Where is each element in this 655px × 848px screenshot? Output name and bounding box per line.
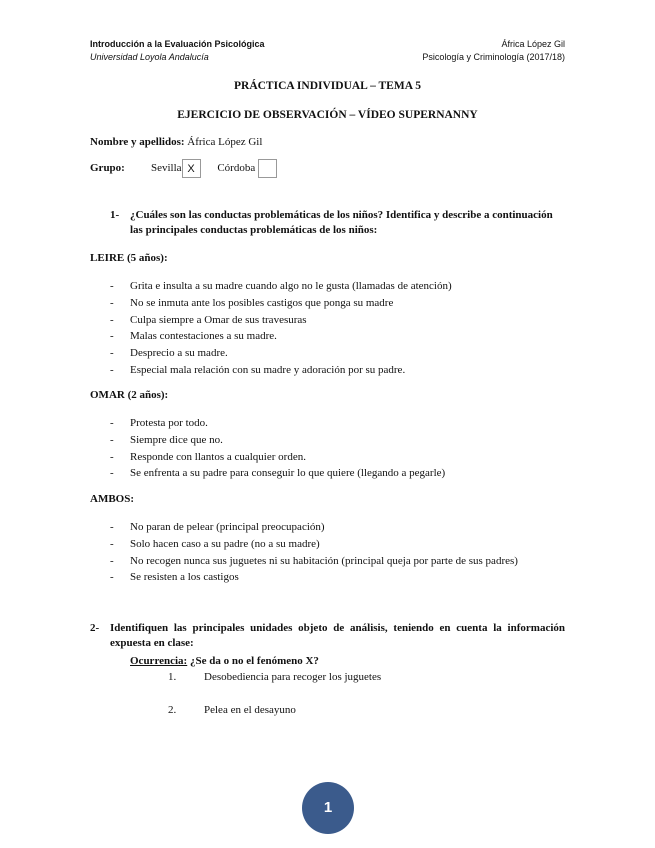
cordoba-checkbox[interactable] xyxy=(258,159,277,178)
group-line xyxy=(90,159,277,178)
name-label: Nombre y apellidos: xyxy=(90,136,185,148)
question-1-text: ¿Cuáles son las conductas problemáticas de los niños? Identifica y describe a continuación las principales conductas problemáticas de los niños: xyxy=(130,209,553,236)
group-option-cordoba: Córdoba xyxy=(217,162,256,175)
ambos-heading: AMBOS: xyxy=(90,493,134,505)
course-title: Introducción a la Evaluación Psicológica xyxy=(90,39,265,49)
group-label: Grupo: xyxy=(90,162,125,175)
author-name: África López Gil xyxy=(501,39,565,49)
page-number-badge: 1 xyxy=(302,782,354,834)
page-title: PRÁCTICA INDIVIDUAL – TEMA 5 xyxy=(233,80,421,92)
list-item: - Solo hacen caso a su padre (no a su madre) xyxy=(110,537,320,550)
occurrence-item: 1. Desobediencia para recoger los juguetes xyxy=(168,671,382,683)
occurrence-item: 2. Pelea en el desayuno xyxy=(168,704,296,716)
list-item: - Desprecio a su madre. xyxy=(110,347,228,360)
occurrence-text: ¿Se da o no el fenómeno X? xyxy=(189,655,319,667)
header-right xyxy=(422,38,565,64)
university-name: Universidad Loyola Andalucía xyxy=(90,52,209,62)
omar-heading: OMAR (2 años): xyxy=(90,389,169,401)
group-option-sevilla: Sevilla xyxy=(151,162,182,175)
list-item: - Se resisten a los castigos xyxy=(110,571,239,584)
list-item: - Culpa siempre a Omar de sus travesuras xyxy=(110,313,307,326)
sevilla-checkbox[interactable]: X xyxy=(182,159,201,178)
leire-heading: LEIRE (5 años): xyxy=(90,252,168,264)
page-subtitle: EJERCICIO DE OBSERVACIÓN – VÍDEO SUPERNANNY xyxy=(177,109,478,121)
list-item: - Malas contestaciones a su madre. xyxy=(110,330,277,343)
list-item: - Especial mala relación con su madre y adoración por su padre. xyxy=(110,363,406,376)
question-2-text: Identifiquen las principales unidades objeto de análisis, teniendo en cuenta la información expuesta en clase: xyxy=(110,622,565,649)
list-item: - No se inmuta ante los posibles castigos que ponga su madre xyxy=(110,296,394,309)
occurrence-label: Ocurrencia: xyxy=(130,655,188,667)
list-item: - Se enfrenta a su padre para conseguir lo que quiere (llegando a pegarle) xyxy=(110,467,446,480)
degree-name: Psicología y Criminología (2017/18) xyxy=(422,52,565,62)
list-item: - Grita e insulta a su madre cuando algo no le gusta (llamadas de atención) xyxy=(110,280,452,292)
occurrence-line xyxy=(130,655,319,667)
question-2-number: 2- xyxy=(90,622,100,634)
list-item: - No paran de pelear (principal preocupación) xyxy=(110,521,325,533)
ambos-list xyxy=(110,519,550,586)
list-item: - Protesta por todo. xyxy=(110,417,208,429)
list-item: - No recogen nunca sus juguetes ni su habitación (principal queja por parte de sus padres) xyxy=(110,554,518,567)
name-line xyxy=(90,136,262,148)
leire-list xyxy=(110,278,452,379)
list-item: - Siempre dice que no. xyxy=(110,433,223,446)
name-value: África López Gil xyxy=(187,136,263,148)
question-1-number: 1- xyxy=(110,209,120,221)
list-item: - Responde con llantos a cualquier orden. xyxy=(110,450,306,463)
omar-list xyxy=(110,415,445,482)
header-left xyxy=(90,38,265,64)
